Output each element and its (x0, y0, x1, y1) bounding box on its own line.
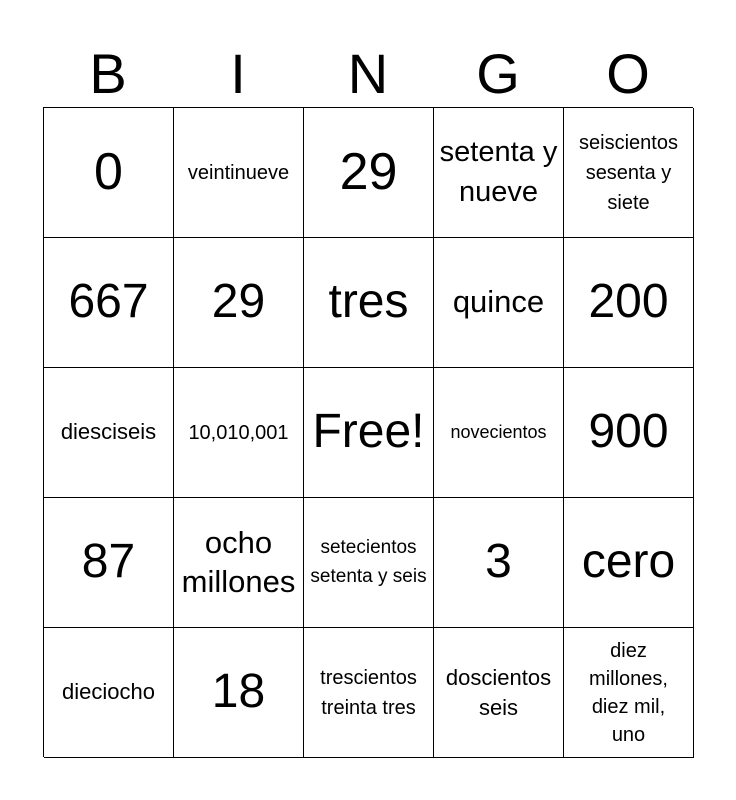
cell-text: novecientos (450, 421, 547, 442)
cell-text: 0 (94, 142, 123, 201)
cell-text: 10,010,001 (188, 421, 289, 444)
cell-text: diez millones, diez mil, uno (589, 639, 668, 746)
bingo-card-grid (43, 107, 693, 757)
cell-text: veintinueve (187, 161, 290, 184)
cell-text: quince (452, 284, 545, 320)
bingo-cell (44, 108, 174, 238)
bingo-cell (174, 238, 304, 368)
cell-text: dieciocho (62, 679, 155, 705)
cell-text: setecientos setenta y seis (310, 537, 427, 587)
bingo-cell (564, 238, 694, 368)
bingo-cell (44, 628, 174, 758)
cell-text: 3 (485, 535, 512, 589)
bingo-cell (434, 628, 564, 758)
bingo-header (43, 40, 693, 108)
bingo-cell (44, 498, 174, 628)
cell-text: doscientos seis (445, 664, 552, 720)
bingo-cell (174, 628, 304, 758)
bingo-cell (174, 498, 304, 628)
bingo-cell (564, 628, 694, 758)
header-letter-n: N (347, 42, 389, 105)
bingo-cell (434, 238, 564, 368)
cell-text: cero (581, 535, 676, 589)
cell-text: 900 (588, 405, 669, 459)
cell-text: ocho millones (181, 524, 296, 599)
cell-text: 200 (588, 275, 669, 329)
cell-text: trescientos treinta tres (320, 666, 417, 719)
bingo-cell (304, 498, 434, 628)
bingo-cell (564, 498, 694, 628)
bingo-cell (304, 108, 434, 238)
bingo-cell (304, 368, 434, 498)
bingo-cell (44, 368, 174, 498)
cell-text free-space: Free! (312, 405, 425, 459)
bingo-cell (564, 108, 694, 238)
bingo-cell (174, 108, 304, 238)
bingo-cell (174, 368, 304, 498)
cell-text: diesciseis (60, 419, 157, 445)
bingo-cell (434, 498, 564, 628)
bingo-cell (564, 368, 694, 498)
bingo-cell (44, 238, 174, 368)
header-letter-g: G (476, 42, 520, 105)
header-letter-o: O (606, 42, 650, 105)
bingo-cell (434, 368, 564, 498)
header-letter-i: I (230, 42, 246, 105)
cell-text: 29 (211, 275, 266, 329)
bingo-cell (304, 628, 434, 758)
bingo-cell (304, 238, 434, 368)
cell-text: seiscientos sesenta y siete (579, 131, 678, 214)
cell-text: 18 (211, 665, 266, 719)
cell-text: 667 (68, 275, 149, 329)
cell-text: setenta y nueve (439, 136, 558, 208)
header-letter-b: B (89, 42, 127, 105)
cell-text: 87 (81, 535, 136, 589)
bingo-cell (434, 108, 564, 238)
cell-text: 29 (339, 142, 398, 201)
cell-text: tres (328, 275, 409, 329)
